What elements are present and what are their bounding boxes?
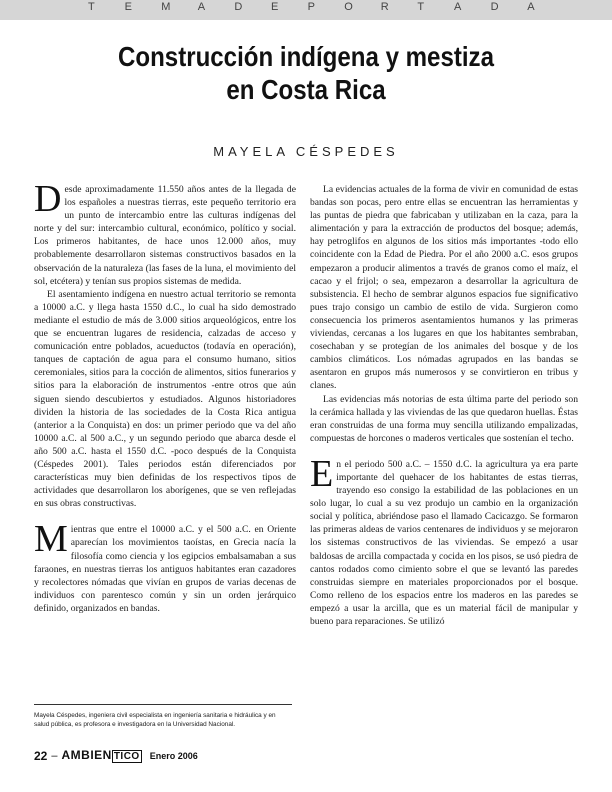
paragraph-text: esde aproximadamente 11.550 años antes de la llegada de los españoles a nuestras tierras, este pequeño territorio era un punto de intercambio entre las culturas indígenas del norte y del sur: intercambio cultural, económico, político y social. Los primeros habitantes, de hace unos 12.000 años, muy probablemente desarrollaron sistemas constructivos basados en la observación de la naturaleza (las fases de la luna, el movimiento del sol, etcétera) y tenían sus propios sistemas de medida. xyxy=(34,184,296,287)
issue-date: Enero 2006 xyxy=(149,750,198,761)
banner-letter: D xyxy=(234,1,243,13)
banner-letter: E xyxy=(271,1,279,13)
banner-letter: E xyxy=(124,1,132,13)
logo-box-text: TICO xyxy=(113,751,140,762)
right-column xyxy=(310,183,578,628)
paragraph-text: ientras que entre el 10000 a.C. y el 500 a.C. en Oriente aparecían los movimientos taoístas, en Grecia nacía la filosofía como ciencia y los egipcios embalsamaban a sus faraones, en nuestras tierras los antiguos habitantes eran cazadores y recolectores nómadas que vivían en grupos de varias decenas de individuos con parentesco común y sin un orden jerárquico definido, organizados en bandas. xyxy=(34,524,296,614)
banner-letter: R xyxy=(380,1,389,13)
drop-cap: M xyxy=(34,518,68,561)
author-footnote: Mayela Céspedes, ingeniera civil especialista en ingeniería sanitaria e hidráulica y en salud pública, es profesora e investigadora en la Universidad Nacional. xyxy=(34,704,292,729)
footer-dash: – xyxy=(51,749,58,762)
logo-text: AMBIEN xyxy=(61,748,112,762)
paragraph-text: n el periodo 500 a.C. – 1550 d.C. la agricultura ya era parte importante del quehacer de los habitantes de estas tierras, trayendo eso consigo la estabilidad de las poblaciones en un solo lugar, lo cual a su vez produjo un cambio en la organización social y política, abriéndose paso el llamado Cacicazgo. Se formaron las primeras aldeas de varios centenares de individuos y se mejoraron los sistemas constructivos de las viviendas. Se empezó a usar baldosas de arcilla compactada y cocida en los pisos, se usó piedra de cantos rodados como cimiento sobre el que se levantó las paredes construidas siempre en materiales proporcionados por el bosque. Como relleno de los espacios entre los maderos en las paredes se empezó a usar la arcilla, que es un material fácil de manipular y bueno para reparaciones. Se utilizó xyxy=(310,458,578,627)
left-column xyxy=(34,178,296,615)
paragraph xyxy=(310,452,578,628)
banner-letter: T xyxy=(417,1,425,13)
paragraph: El asentamiento indígena en nuestro actual territorio se remonta a 10000 a.C. y llega hasta 1550 d.C., lo cual ha sido demostrado mediante el estudio de más de 3.000 sitios arqueológicos, entre los que se encuentran lugares de residencia, calzadas de acceso y comunicación entre poblados, acueductos (todavía en operación), tanques de captación de agua para el consumo humano, sitios ceremoniales, sitios para la cocción de alimentos, sitios funerarios y sitios para la elaboración de instrumentos -entre otros que aún siguen siendo descubiertos y estudiados. Algunos historiadores dividen la historia de las sociedades de la Costa Rica antigua (anterior a la Conquista) en dos: un primer periodo que va del año 10000 a.C. al 500 a.C., y un segundo periodo que abarca desde el año 500 a.C. hasta el 1550 d.C. -poco después de la Conquista (Céspedes 2001). Tales periodos están diferenciados por características muy bien definidas de los respectivos tipos de actividades que desarrollaron los aborígenes, que se ven reflejadas en sus obras constructivas. xyxy=(34,288,296,510)
banner-letter: T xyxy=(88,1,95,13)
banner-letter: A xyxy=(197,1,206,13)
page-number: 22 xyxy=(34,748,48,763)
banner-letter: A xyxy=(527,1,535,13)
banner-letter: O xyxy=(344,1,353,13)
banner-letter: D xyxy=(490,1,499,13)
paragraph: La evidencias actuales de la forma de vivir en comunidad de estas bandas son pocas, pero entre ellas se encuentran las herramientas y las puntas de piedra que fabricaban y utilizaban en la caza, para la alimentación y para la extracción de productos del bosque; además, hay petroglifos en algunos de los sitios más importantes -todo ello coincidente con la Edad de Piedra. Por el año 2000 a.C. esos grupos empezaron a producir alimentos a través de granos como el maíz, el cacao y el frijol; o sea, empezaron a desarrollar la agricultura de subsistencia. El hecho de sembrar algunos espacios fue significativo pues trajo consigo un cambio de estilo de vida. Surgieron como consecuencia los primeros asentamientos humanos y las primeras viviendas, cercanas a los lugares en que los habitantes sembraban, cosechaban y se protegían de los animales del bosque y de los cambios climáticos. Los nómadas agrupados en las bandas se asentaron en grupos más numerosos y se convirtieron en tribus y clanes. xyxy=(310,184,578,392)
title-line-1: Construcción indígena y mestiza xyxy=(117,41,494,72)
author-byline: MAYELA CÉSPEDES xyxy=(213,144,399,159)
paragraph xyxy=(34,518,296,615)
page-footer xyxy=(34,748,198,763)
banner-letter: A xyxy=(454,1,462,13)
banner-letter: P xyxy=(307,1,315,13)
article-title xyxy=(94,40,517,106)
drop-cap: E xyxy=(310,452,334,495)
title-line-2: en Costa Rica xyxy=(226,74,386,105)
drop-cap: D xyxy=(34,178,62,220)
magazine-logo xyxy=(61,748,141,763)
paragraph xyxy=(34,178,296,288)
paragraph: Las evidencias más notorias de esta última parte del periodo son la cerámica hallada y las viviendas de las que quedaron huellas. Éstas eran construidas de una forma muy sencilla utilizando empalizadas, compuestas de horcones o maderos verticales que sostenían el techo. xyxy=(310,393,578,444)
banner-letter: M xyxy=(161,1,171,13)
